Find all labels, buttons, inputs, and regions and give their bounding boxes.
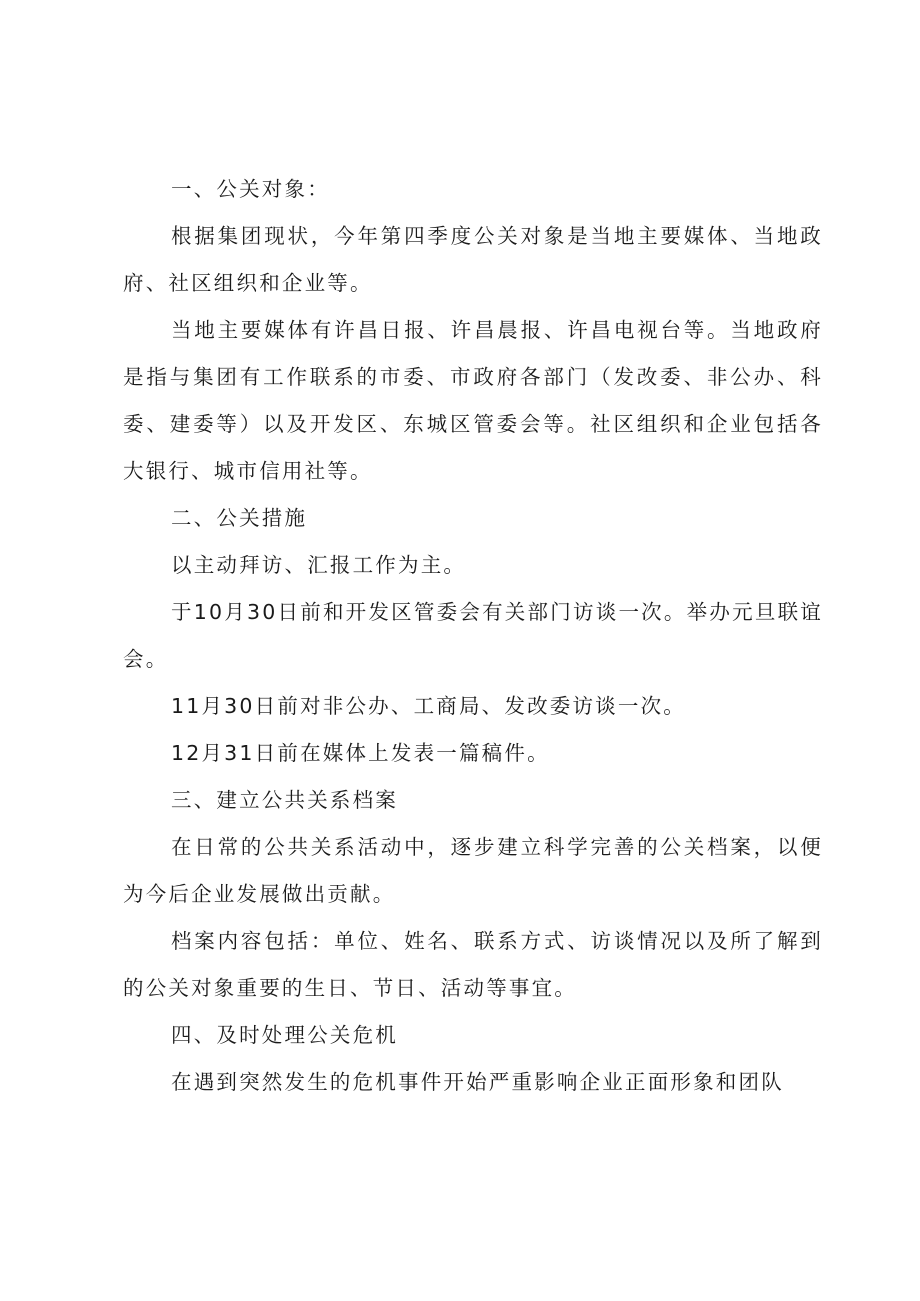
paragraph: 在日常的公共关系活动中，逐步建立科学完善的公关档案，以便为今后企业发展做出贡献。 bbox=[123, 835, 823, 906]
section-heading-2: 二、公关措施 bbox=[171, 506, 308, 530]
paragraph: 当地主要媒体有许昌日报、许昌晨报、许昌电视台等。当地政府是指与集团有工作联系的市委、市政府各部门（发改委、非公办、科委、建委等）以及开发区、东城区管委会等。社区组织和企业包括各大银行、城市信用社等。 bbox=[123, 318, 823, 483]
section-heading-3: 三、建立公共关系档案 bbox=[171, 788, 398, 812]
paragraph: 于10月30日前和开发区管委会有关部门访谈一次。举办元旦联谊会。 bbox=[123, 600, 823, 671]
paragraph: 在遇到突然发生的危机事件开始严重影响企业正面形象和团队 bbox=[171, 1070, 784, 1094]
paragraph: 12月31日前在媒体上发表一篇稿件。 bbox=[171, 741, 550, 765]
paragraph: 11月30日前对非公办、工商局、发改委访谈一次。 bbox=[171, 694, 686, 718]
document-body bbox=[123, 166, 823, 1106]
section-heading-4: 四、及时处理公关危机 bbox=[171, 1023, 398, 1047]
section-heading-1: 一、公关对象： bbox=[171, 177, 330, 201]
paragraph: 根据集团现状，今年第四季度公关对象是当地主要媒体、当地政府、社区组织和企业等。 bbox=[123, 224, 823, 295]
paragraph: 档案内容包括：单位、姓名、联系方式、访谈情况以及所了解到的公关对象重要的生日、节日、活动等事宜。 bbox=[123, 929, 823, 1000]
paragraph: 以主动拜访、汇报工作为主。 bbox=[171, 553, 467, 577]
